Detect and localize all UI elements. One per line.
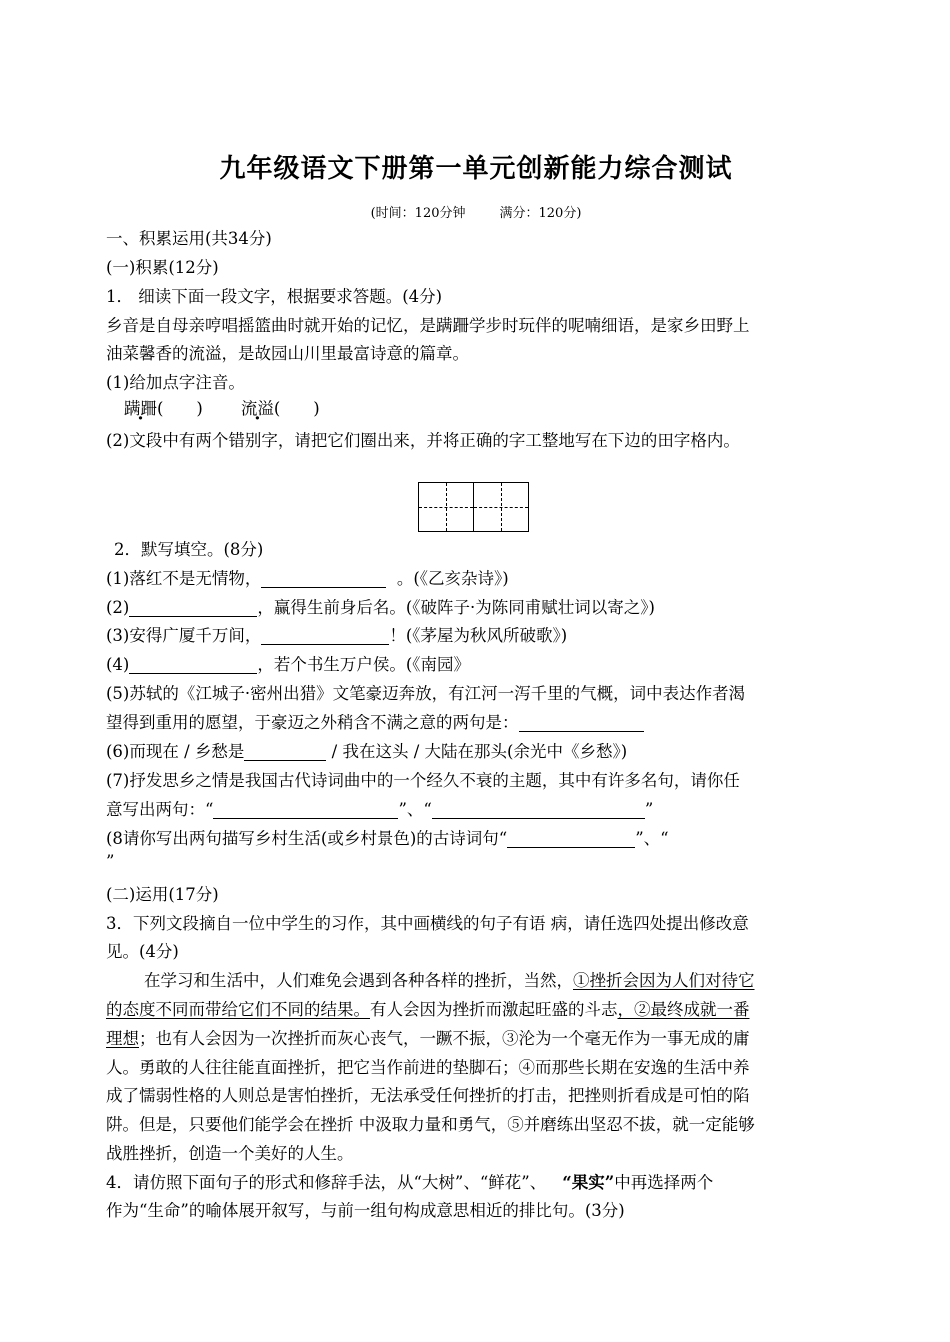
essay-line: 阱。但是，只要他们能学会在挫折 中汲取力量和勇气，⑤并磨练出坚忍不拔，就一定能够 xyxy=(106,1115,755,1134)
passage-line: 油菜馨香的流溢，是故园山川里最富诗意的篇章。 xyxy=(106,344,469,363)
bold-term: “果实” xyxy=(562,1173,615,1192)
answer-paren: ( ) xyxy=(157,399,203,418)
underlined-sentence: ，②最终成就一番 xyxy=(617,1000,750,1019)
question-3-stem: 见。(4分) xyxy=(106,942,179,961)
underlined-sentence: ①挫折会因为人们对待它 xyxy=(573,971,755,990)
essay-line: 在学习和生活中，人们难免会遇到各种各样的挫折，当然，①挫折会因为人们对待它 xyxy=(144,971,755,990)
answer-blank[interactable] xyxy=(519,713,644,732)
dictation-line: (8请你写出两句描写乡村生活(或乡村景色)的古诗词句“ ”、“ xyxy=(106,829,669,848)
dictation-line: (2) ，赢得生前身后名。(《破阵子·为陈同甫赋壮词以寄之》) xyxy=(106,598,655,617)
dictation-line: (4) ，若个书生万户侯。(《南园》 xyxy=(106,655,471,674)
answer-blank[interactable] xyxy=(129,655,257,674)
tianzi-cell[interactable] xyxy=(418,482,474,532)
pinyin-items xyxy=(106,396,864,422)
subsection-heading: (二)运用(17分) xyxy=(106,885,219,904)
dictation-line: ” xyxy=(106,852,115,871)
dictation-line: (7)抒发思乡之情是我国古代诗词曲中的一个经久不衰的主题，其中有许多名句，请你任 xyxy=(106,771,740,790)
essay-line: 的态度不同而带给它们不同的结果。有人会因为挫折而激起旺盛的斗志，②最终成就一番 xyxy=(106,1000,750,1019)
section-heading: 一、积累运用(共34分) xyxy=(106,229,272,248)
score-info: 满分：120分) xyxy=(499,206,582,221)
essay-line: 理想；也有人会因为一次挫折而灰心丧气，一蹶不振，③沦为一个毫无作为一事无成的庸 xyxy=(106,1029,750,1048)
answer-blank[interactable] xyxy=(432,800,645,819)
dictation-line: (5)苏轼的《江城子·密州出猎》文笔豪迈奔放，有江河一泻千里的气概，词中表达作者渴 xyxy=(106,684,746,703)
answer-blank[interactable] xyxy=(129,598,257,617)
time-info: (时间：120分钟 xyxy=(370,206,466,221)
answer-blank[interactable] xyxy=(244,742,326,761)
dictation-line: 意写出两句：“ ”、“ ” xyxy=(106,800,654,819)
dictation-line: (3)安得广厦千万间， ！(《茅屋为秋风所破歌》) xyxy=(106,626,568,645)
question-2-stem: 2．默写填空。(8分) xyxy=(114,540,264,559)
dotted-word: 流溢 xyxy=(240,399,274,418)
subtitle xyxy=(106,202,846,221)
question-1-stem: 1． 细读下面一段文字，根据要求答题。(4分) xyxy=(106,287,443,306)
dotted-word: 蹒跚 xyxy=(124,399,157,418)
passage-line: 乡音是自母亲哼唱摇篮曲时就开始的记忆，是蹒跚学步时玩伴的呢喃细语，是家乡田野上 xyxy=(106,316,750,335)
question-3-stem: 3．下列文段摘自一位中学生的习作，其中画横线的句子有语 病，请任选四处提出修改意 xyxy=(106,914,749,933)
dictation-line: 望得到重用的愿望，于豪迈之外稍含不满之意的两句是： xyxy=(106,710,846,736)
question-4-stem: 4．请仿照下面句子的形式和修辞手法，从“大树”、“鲜花”、 “果实”中再选择两个 xyxy=(106,1173,714,1192)
page-title: 九年级语文下册第一单元创新能力综合测试 xyxy=(219,154,733,184)
question-1-part-1: (1)给加点字注音。 xyxy=(106,373,245,392)
dictation-line: (1)落红不是无情物， 。(《乙亥杂诗》) xyxy=(106,569,509,588)
essay-line: 成了懦弱性格的人则总是害怕挫折，无法承受任何挫折的打击，把挫则折看成是可怕的陷 xyxy=(106,1086,750,1105)
answer-blank[interactable] xyxy=(507,829,635,848)
essay-line: 人。勇敢的人往往能直面挫折，把它当作前进的垫脚石；④而那些长期在安逸的生活中养 xyxy=(106,1058,750,1077)
essay-line: 战胜挫折，创造一个美好的人生。 xyxy=(106,1144,354,1163)
question-4-stem: 作为“生命”的喻体展开叙写，与前一组句构成意思相近的排比句。(3分) xyxy=(106,1201,625,1220)
answer-blank[interactable] xyxy=(261,626,389,645)
dictation-line: (6)而现在 / 乡愁是 / 我在这头 / 大陆在那头(余光中《乡愁》) xyxy=(106,742,628,761)
underlined-sentence: 的态度不同而带给它们不同的结果。 xyxy=(106,1000,370,1019)
question-1-part-2: (2)文段中有两个错别字，请把它们圈出来，并将正确的字工整地写在下边的田字格内。 xyxy=(106,431,740,450)
underlined-sentence: 理想 xyxy=(106,1029,139,1048)
tianzi-cell[interactable] xyxy=(473,482,529,532)
subsection-heading: (一)积累(12分) xyxy=(106,258,219,277)
answer-blank[interactable] xyxy=(261,569,386,588)
answer-paren: ( ) xyxy=(273,399,320,418)
tianzi-grid[interactable] xyxy=(418,482,528,532)
answer-blank[interactable] xyxy=(213,800,398,819)
